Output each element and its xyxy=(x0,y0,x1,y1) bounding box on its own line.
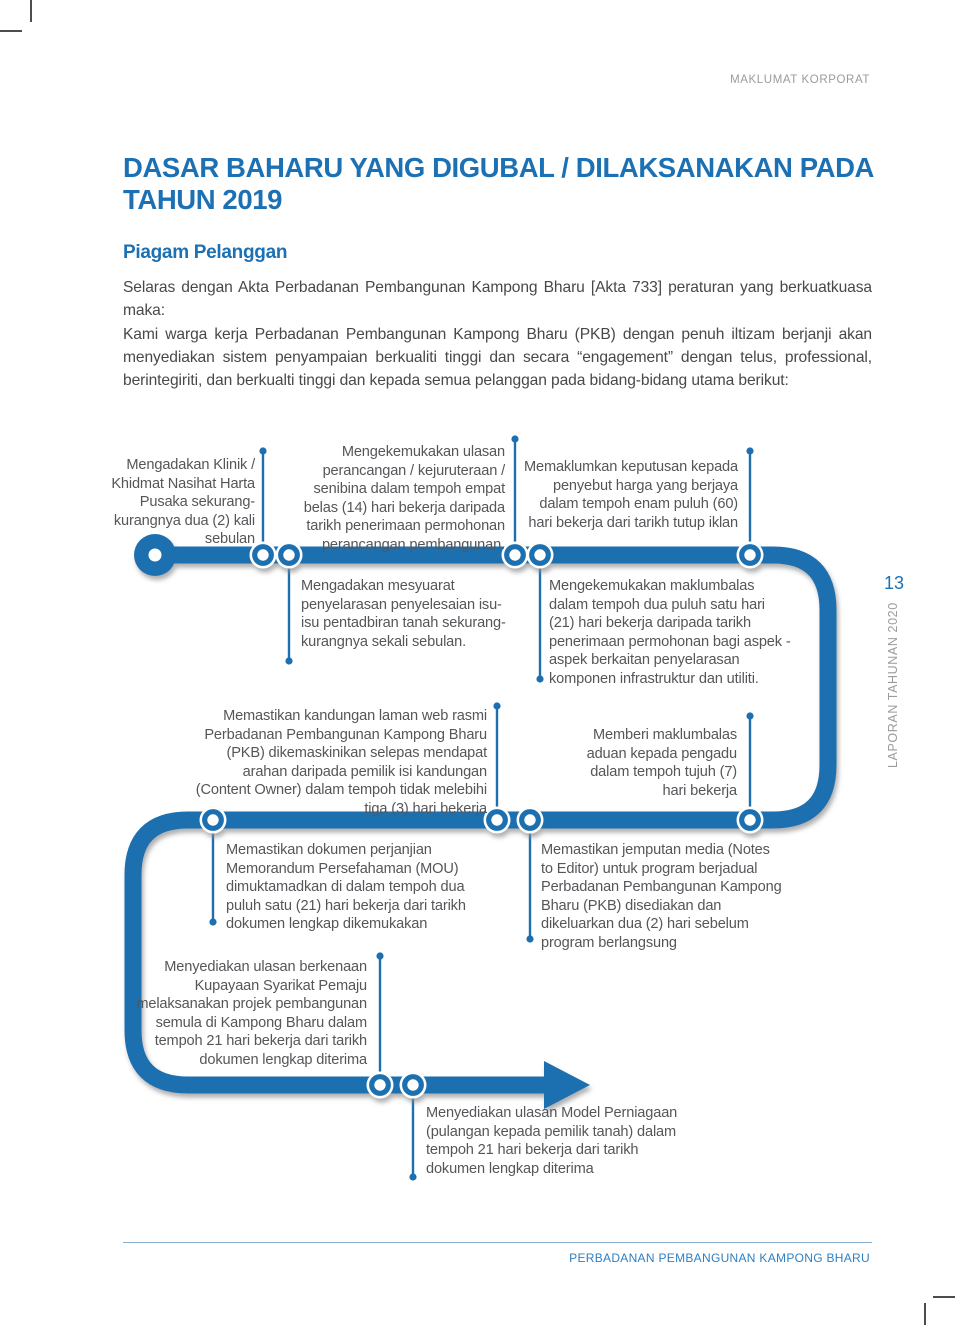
connector-dot xyxy=(209,918,216,925)
timeline-start-node-center xyxy=(149,549,162,562)
timeline-item-ulasan-perancangan: Mengekemukakan ulasan perancangan / kejuruteraan / senibina dalam tempoh empat belas (14) hari bekerja daripada tarikh penerimaan permohonan perancangan pembangunan. xyxy=(303,444,505,553)
timeline-node xyxy=(484,807,511,834)
timeline-item-ulasan-model-perniagaan: Menyediakan ulasan Model Perniagaan (pulangan kepada pemilik tanah) dalam tempoh 21 hari bekerja dari tarikh dokumen lengkap diterima xyxy=(426,1105,678,1177)
connector-dot xyxy=(285,657,292,664)
connector-dot xyxy=(409,1173,416,1180)
timeline-node xyxy=(502,542,529,569)
annual-report-edition-label: LAPORAN TAHUNAN 2020 xyxy=(886,602,900,768)
timeline-node xyxy=(517,807,544,834)
connector-dot xyxy=(536,675,543,682)
footer-organisation-label: PERBADANAN PEMBANGUNAN KAMPONG BHARU xyxy=(569,1251,870,1265)
timeline-item-keputusan-penyebut-harga: Memaklumkan keputusan kepada penyebut harga yang berjaya dalam tempoh enam puluh (60) hari bekerja dari tarikh tutup iklan xyxy=(523,459,738,531)
section-heading: Piagam Pelanggan xyxy=(123,242,288,263)
timeline-item-laman-web-rasmi: Memastikan kandungan laman web rasmi Perbadanan Pembangunan Kampong Bharu (PKB) dikemaskinikan selepas mendapat arahan daripada pemilik isi kandungan (Content Owner) dalam tempoh tidak melebihi tiga (3) hari bekerja xyxy=(195,708,487,817)
timeline-node xyxy=(400,1072,427,1099)
arrow-head-icon xyxy=(544,1061,590,1109)
timeline-item-klinik-harta-pusaka: Mengadakan Klinik / Khidmat Nasihat Harta Pusaka sekurang-kurangnya dua (2) kali sebulan xyxy=(111,457,255,548)
timeline-node xyxy=(737,807,764,834)
timeline-node xyxy=(737,542,764,569)
page-title: DASAR BAHARU YANG DIGUBAL / DILAKSANAKAN PADA TAHUN 2019 xyxy=(123,152,873,216)
timeline-node xyxy=(367,1072,394,1099)
timeline-item-jemputan-media: Memastikan jemputan media (Notes to Editor) untuk program berjadual Perbadanan Pembangunan Kampong Bharu (PKB) disediakan dan dikeluarkan dua (2) hari sebelum program berlangsung xyxy=(541,842,782,951)
connector-dot xyxy=(259,447,266,454)
section-kicker: MAKLUMAT KORPORAT xyxy=(730,74,870,86)
pledge-paragraph: Kami warga kerja Perbadanan Pembangunan Kampong Bharu (PKB) dengan penuh iltizam berjanji akan menyediakan sistem penyampaian berkualiti tinggi dan secara “engagement” dengan telus, professional, berintegiriti, dan berkualti tinggi dan kepada semua pelanggan pada bidang-bidang utama berikut: xyxy=(123,326,872,389)
connector-dot xyxy=(376,952,383,959)
timeline-item-maklumbalas-aduan: Memberi maklumbalas aduan kepada pengadu dalam tempoh tujuh (7) hari bekerja xyxy=(586,727,737,799)
timeline-item-ulasan-kupayaan-syarikat: Menyediakan ulasan berkenaan Kupayaan Syarikat Pemaju melaksanakan projek pembangunan semula di Kampong Bharu dalam tempoh 21 hari bekerja dari tarikh dokumen lengkap diterima xyxy=(136,959,367,1068)
timeline-item-dokumen-mou: Memastikan dokumen perjanjian Memorandum Persefahaman (MOU) dimuktamadkan di dalam tempoh dua puluh satu (21) hari bekerja dari tarikh dokumen lengkap dikemukakan xyxy=(226,842,466,933)
connector-dot xyxy=(526,935,533,942)
connector-dot xyxy=(746,712,753,719)
timeline-node xyxy=(527,542,554,569)
connector-dot xyxy=(746,447,753,454)
timeline-item-maklumbalas-infrastruktur: Mengekemukakan maklumbalas dalam tempoh dua puluh satu hari (21) hari bekerja daripada tarikh penerimaan permohonan bagi aspek - aspek berkaitan penyelarasan komponen infrastruktur dan utiliti. xyxy=(549,578,791,687)
footer-rule xyxy=(123,1242,872,1243)
page-number: 13 xyxy=(883,573,905,593)
intro-paragraph: Selaras dengan Akta Perbadanan Pembangunan Kampong Bharu [Akta 733] peraturan yang berkuatkuasa maka: xyxy=(123,279,872,319)
connector-dot xyxy=(511,435,518,442)
timeline-item-mesyuarat-penyelarasan: Mengadakan mesyuarat penyelarasan penyelesaian isu-isu pentadbiran tanah sekurang-kurangnya sekali sebulan. xyxy=(301,578,506,650)
connector-dot xyxy=(493,702,500,709)
